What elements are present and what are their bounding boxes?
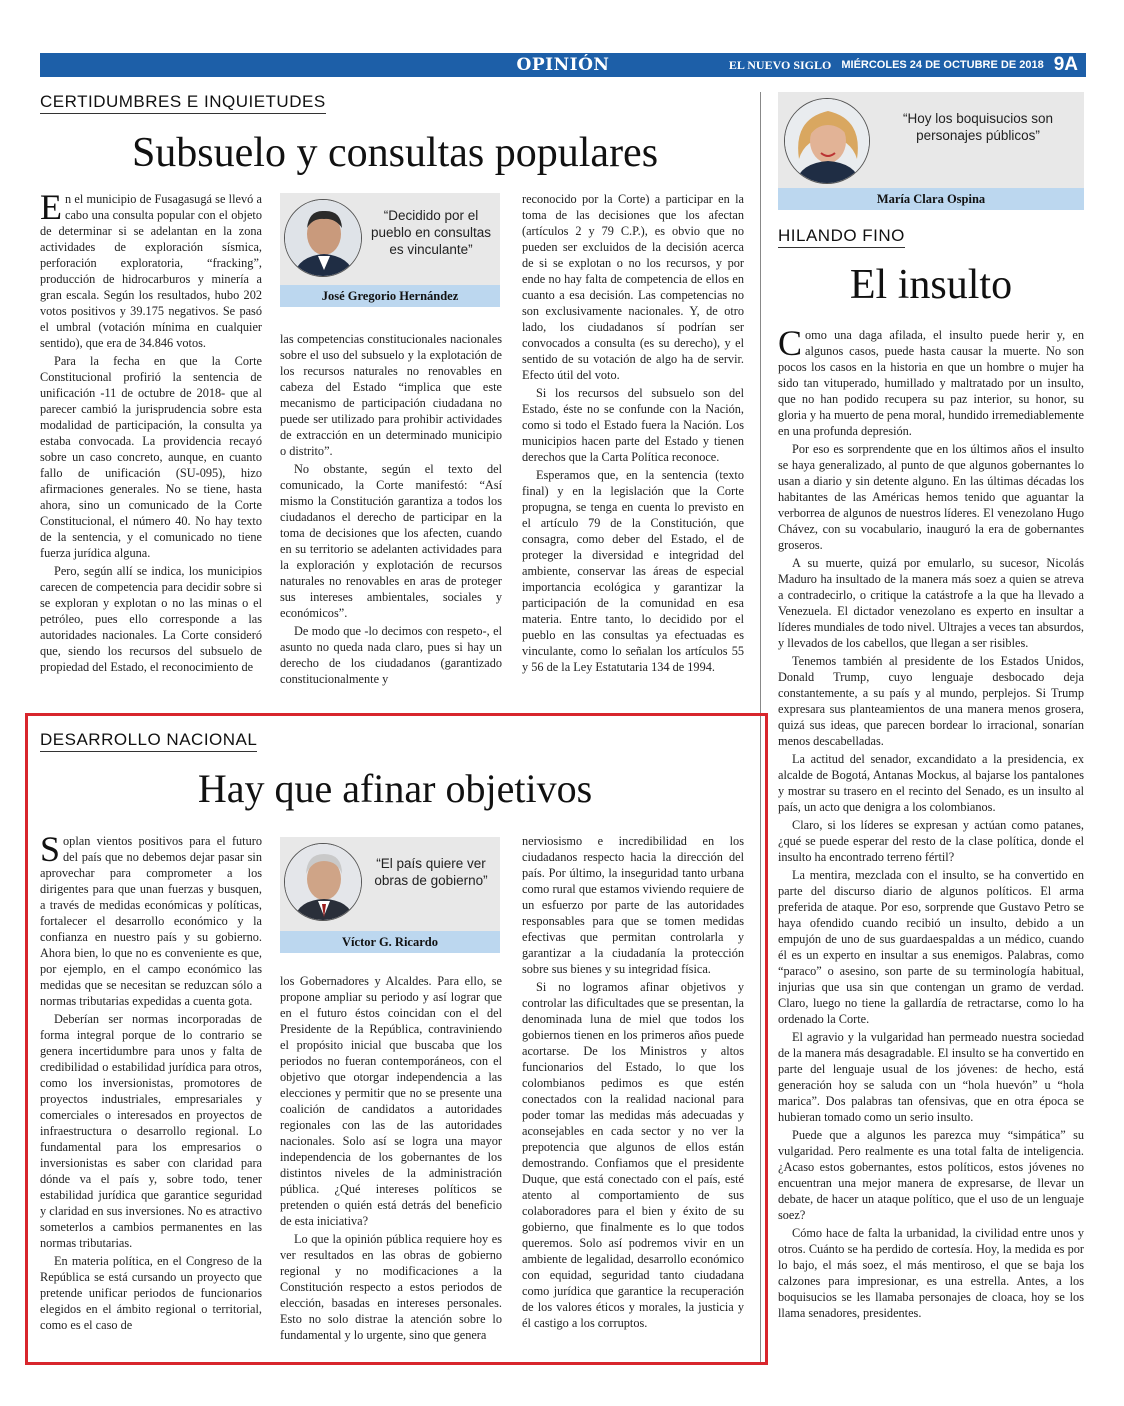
- paragraph: Tenemos también al presidente de los Estados Unidos, Donald Trump, cuyo lenguaje desbocado deja constantemente, a su país y al mundo, perplejos. Si Trump expresara sus planteamientos de una manera menos grosera, quizá sus ideas, que parecen bordear lo irracional, sonarían menos descabelladas.: [778, 654, 1084, 748]
- paragraph: los Gobernadores y Alcaldes. Para ello, se propone ampliar su periodo y así lograr que en el futuro éstos coincidan con el del Presidente de la República, contraviniendo el propósito inicial que buscaba que los periodos no fueran contemporáneos, con el objetivo que otorgar independencia a las elecciones y permitir que no se presente una coalición de candidatos a autoridades regionales con las de las autoridades nacionales. Solo así se logra una mayor independencia de los gobernantes de los distintos niveles de la administración pública. ¿Qué intereses políticos se pretenden o quién está detrás del beneficio de esta iniciativa?: [280, 974, 502, 1228]
- article1-column-3: [522, 191, 744, 707]
- paragraph: reconocido por la Corte) a participar en la toma de las decisiones que los afectan (artículos 2 y 79 C.P.), es obvio que no pueden ser excluidos de la decisión acerca de si se explotan o no los recursos, y por ende no hay falta de competencia de ellos en cuanto a esa decisión. Las competencias no son exclusivamente nacionales. Y, de otro lado, los ciudadanos sí podrían ser convocados a consulta (es su derecho), y el sentido de su votación de algo ha de servir. Efecto útil del voto.: [522, 192, 744, 382]
- page-header-bar: [40, 53, 1086, 77]
- section-title: OPINIÓN: [516, 55, 610, 75]
- paragraph: Cómo hace de falta la urbanidad, la civilidad entre unos y otros. Cuánto se ha perdido de cortesía. Hoy, la medida es por lo bajo, el más soez, el más mentiroso, el que se baja los calzones para impresionar, es una estrella. Antes, a los boquisucios se les llamaba personajes de cloaca, hoy se los llama senadores, presidentes.: [778, 1226, 1084, 1320]
- author-name: José Gregorio Hernández: [280, 285, 500, 307]
- paragraph: las competencias constitucionales nacionales sobre el uso del subsuelo y la explotación de los recursos naturales no renovables en cabeza del Estado “implica que este mecanismo de participación ciudadana no puede ser utilizado para prohibir actividades de extracción en un determinado municipio o distrito”.: [280, 332, 502, 458]
- newspaper-name: EL NUEVO SIGLO: [728, 57, 832, 72]
- article3-kicker: HILANDO FINO: [778, 226, 905, 248]
- paragraph: La actitud del senador, excandidato a la presidencia, ex alcalde de Bogotá, Antanas Mockus, al bajarse los pantalones y mostrar su trasero en el recinto del Senado, es un insulto al país, un acto que denigra a los colombianos.: [778, 752, 1084, 814]
- article2-pullquote-box: [280, 837, 500, 953]
- paragraph: nerviosismo e incredibilidad en los ciudadanos respecto hacia la dirección del país. Por último, la inseguridad tanto urbana como rural que estamos viviendo requiere de un esfuerzo por parte de las autoridades responsables para que se tomen medidas efectivas que permitan controlarla y garantizar a la ciudadanía la protección sobre sus bienes y su integridad física.: [522, 834, 744, 976]
- paragraph: La mentira, mezclada con el insulto, se ha convertido en parte del discurso diario de algunos políticos. El arma preferida de ataque. Por eso, sorprende que Gustavo Petro se haya ofendido cuando recibió un insulto, debido a un empujón de uno de sus guardaespaldas a un médico, cuando él es un experto en insultar a sus enemigos. Palabras, como “paraco” o asesino, son parte de su terminología habitual, injurias que usa sin que contengan un gramo de verdad. Claro, luego no tiene la gallardía de retractarse, como lo ha ordenado la Corte.: [778, 868, 1084, 1026]
- paragraph: Lo que la opinión pública requiere hoy es ver resultados en las obras de gobierno regional y no modificaciones a la Constitución respecto a estos periodos de elección, basadas en intereses personales. Esto no solo distrae la atención sobre lo fundamental y lo urgente, sino que genera: [280, 1232, 502, 1342]
- paragraph: n el municipio de Fusagasugá se llevó a cabo una consulta popular con el objeto de determinar si se adelantan en la zona actividades de exploración sísmica, perforación exploratoria, “fracking”, producción de hidrocarburos y minería a gran escala. Según los resultados, hubo 202 votos positivos y 39.175 negativos. Se pasó el umbral (votación mínima en cualquier sentido), que era de 34.846 votos.: [40, 192, 262, 350]
- article1-headline: Subsuelo y consultas populares: [131, 130, 659, 176]
- header-info: [729, 53, 1078, 77]
- paragraph: Claro, si los líderes se expresan y actúan como patanes, ¿qué se puede esperar del resto de la clase política, donde el insulto ha encontrado terreno fértil?: [778, 818, 1084, 864]
- author-name: Víctor G. Ricardo: [280, 931, 500, 953]
- author-photo: [284, 199, 362, 277]
- article3-body: [778, 327, 1084, 1357]
- paragraph: Si los recursos del subsuelo son del Estado, éste no se confunde con la Nación, como si todo el Estado fuera la Nación. Los municipios hacen parte del Estado y tienen derechos que la Carta Política reconoce.: [522, 386, 744, 464]
- article1-column-2: [280, 331, 502, 707]
- article1-kicker: CERTIDUMBRES E INQUIETUDES: [40, 92, 326, 114]
- paragraph: Si no logramos afinar objetivos y controlar las dificultades que se presentan, la denominada luna de miel que todos los gobiernos tienen en los primeros años puede acortarse. De los Ministros y altos funcionarios del Estado, lo que los colombianos pedimos es que estén conectados con la realidad nacional para poder tomar las medidas más adecuadas y aconsejables en cada sector y no ver la prepotencia que algunos de ellos están demostrando. Confiamos que el presidente Duque, que está conectado con el país, esté atento al comportamiento de sus colaboradores para el bien y éxito de su gobierno, que finalmente es lo que todos queremos. Solo así podremos vivir en un ambiente de legalidad, desarrollo económico con equidad, seguridad tanto ciudadana como jurídica que garantice la recuperación de los valores éticos y morales, la justicia y él castigo a los corruptos.: [522, 980, 744, 1330]
- author-photo: [284, 843, 362, 921]
- paragraph: Para la fecha en que la Corte Constitucional profirió la sentencia de unificación -11 de octubre de 2018- que al parecer cambió la jurisprudencia sobre esta modalidad de participación, la consulta ya estaba convocada. La providencia recayó sobre un caso concreto, aunque, en cuanto fallo de unificación (SU-095), hizo afirmaciones generales. No se tiene, hasta ahora, sino un comunicado de la Corte Constitucional, el número 40. No hay texto de la sentencia, y el comunicado no tiene fuerza jurídica alguna.: [40, 354, 262, 560]
- article2-column-1: [40, 833, 262, 1355]
- drop-cap: S: [40, 833, 61, 869]
- paragraph: Pero, según allí se indica, los municipios carecen de competencia para decidir sobre si se exploran y explotan o no las minas o el petróleo, pues ello corresponde a las autoridades nacionales. La Corte consideró que, siendo los recursos del subsuelo de propiedad del Estado, el reconocimiento de: [40, 564, 262, 674]
- paragraph: Por eso es sorprendente que en los últimos años el insulto se haya generalizado, al punto de que algunos gobernantes lo usan a diario y sin detente alguno. En las últimas décadas los habitantes de las Américas hemos tenido que aguantar la verborrea de algunos de nuestros líderes. El venezolano Hugo Chávez, con su vocabulario, inauguró la era de gobernantes groseros.: [778, 442, 1084, 552]
- article2-kicker: DESARROLLO NACIONAL: [40, 730, 257, 752]
- page-number: 9A: [1053, 54, 1078, 75]
- author-name: María Clara Ospina: [778, 188, 1084, 210]
- pull-quote: “El país quiere ver obras de gobierno”: [374, 856, 488, 888]
- paragraph: El agravio y la vulgaridad han permeado nuestra sociedad de la manera más desagradable. El insulto se ha convertido en parte del lenguaje usual de los jóvenes: de hecho, está generación hoy se saluda con un “hola huevón” u “hola marica”. Dos palabras tan ofensivas, que en otra época se hubieran tomado como un serio insulto.: [778, 1030, 1084, 1124]
- drop-cap: E: [40, 191, 62, 227]
- paragraph: Esperamos que, en la sentencia (texto final) y en la legislación que la Corte propugna, se tenga en cuenta lo previsto en el artículo 79 de la Constitución, que consagra, como deber del Estado, el de proteger la diversidad e integridad del ambiente, conservar las áreas de especial importancia ecológica y garantizar la participación de la comunidad en esa materia. Entre tanto, lo decidido por el pueblo en las consultas ya efectuadas es vinculante, como lo señalan los artículos 55 y 56 de la Ley Estatutaria 134 de 1994.: [522, 468, 744, 674]
- paragraph: En materia política, en el Congreso de la República se está cursando un proyecto que pretende unificar periodos de funcionarios elegidos en el ámbito regional o territorial, como es el caso de: [40, 1254, 262, 1332]
- author-photo: [784, 98, 870, 184]
- article2-headline: Hay que afinar objetivos: [197, 766, 593, 811]
- paragraph: Deberían ser normas incorporadas de forma integral porque de lo contrario se genera incertidumbre para unos y falta de credibilidad o estabilidad jurídica para otros, como los inversionistas, promotores de proyectos industriales, empresariales y comerciales o interesados en proyectos de infraestructura o desarrollo regional. Lo fundamental para los empresarios o inversionistas es saber con claridad para dónde va el país y, sobre todo, tener estabilidad jurídica que garantice seguridad y claridad en sus inversiones. No es atractivo someterlos a cambios permanentes en las normas tributarias.: [40, 1012, 262, 1250]
- paragraph: A su muerte, quizá por emularlo, su sucesor, Nicolás Maduro ha insultado de la manera más soez a quien se atreva a contradecirlo, o critique la catástrofe a la que ha llevado a Venezuela. El dictador venezolano es experto en insultar a líderes mundiales de todo nivel. Ultrajes a veces tan absurdos, y llevados de los cabellos, que llegan a ser risibles.: [778, 556, 1084, 650]
- article2-column-2: [280, 973, 502, 1355]
- paragraph: No obstante, según el texto del comunicado, la Corte manifestó: “Así mismo la Constitución garantiza a todos los ciudadanos el derecho de participar en la toma de decisiones que los afecten, cuando en su territorio se adelanten actividades para la exploración y explotación de recursos naturales no renovables en aras de proteger sus intereses ambientales, sociales y económicos”.: [280, 462, 502, 620]
- article1-column-1: [40, 191, 262, 707]
- paragraph: oplan vientos positivos para el futuro del país que no debemos dejar pasar sin aprovechar para comprometer a los dirigentes para que unan fuerzas y busquen, a través de medidas económicas y políticas, fortalecer el desarrollo económico y la confianza en nuestro país y su gobierno. Ahora bien, lo que no es conveniente es que, por ejemplo, en el campo económico las medidas que se necesitan se reduzcan sólo a normas tributarias expedidas a cuenta gota.: [40, 834, 262, 1008]
- issue-date: MIÉRCOLES 24 DE OCTUBRE DE 2018: [841, 59, 1044, 71]
- article3-pullquote-box: [778, 92, 1084, 210]
- paragraph: Puede que a algunos les parezca muy “simpática” su vulgaridad. Pero realmente es una total falta de inteligencia. ¿Acaso estos gobernantes, estos políticos, estos jóvenes no encuentran una mejor manera de expresarse, de llevar un debate, de hacer un ataque político, que el uso de un lenguaje soez?: [778, 1128, 1084, 1222]
- paragraph: omo una daga afilada, el insulto puede herir y, en algunos casos, puede hasta causar la muerte. No son pocos los casos en la historia en que un hombre o mujer ha sido tan vituperado, humillado y maltratado por un insulto, que no han podido recupera su paz interior, su honor, su gloria y ha muerto de pena moral, hundido irremediablemente en una profunda depresión.: [778, 328, 1084, 438]
- article2-column-3: [522, 833, 744, 1355]
- article3-headline: El insulto: [849, 262, 1013, 308]
- article1-pullquote-box: [280, 193, 500, 307]
- pull-quote: “Hoy los boquisucios son personajes públicos”: [902, 111, 1054, 143]
- pull-quote: “Decidido por el pueblo en consultas es vinculante”: [370, 208, 492, 257]
- drop-cap: C: [778, 327, 803, 363]
- paragraph: De modo que -lo decimos con respeto-, el asunto no queda nada claro, pues si hay un derecho de los ciudadanos (garantizado constitucionalmente y: [280, 624, 502, 686]
